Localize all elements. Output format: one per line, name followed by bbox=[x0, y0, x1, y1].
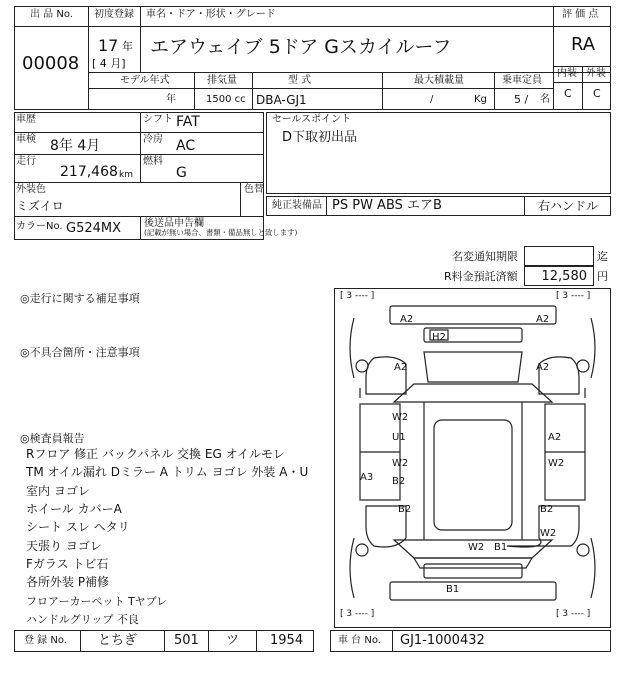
color-no-label: カラーNo. bbox=[16, 221, 63, 232]
damage-mark: H2 bbox=[432, 332, 446, 343]
inspector-report-label: ◎検査員報告 bbox=[20, 432, 85, 445]
report-line: 室内 ヨゴレ bbox=[26, 484, 90, 498]
grade-label: 評 価 点 bbox=[562, 9, 599, 20]
diagram-corner-label: [ 3 ---- ] bbox=[556, 609, 591, 619]
warranty-label: 後送品申告欄 bbox=[144, 218, 204, 229]
equipment-value: PS PW ABS エアB bbox=[332, 198, 442, 213]
first-reg-year: 17 bbox=[98, 36, 119, 55]
capacity: 5 / bbox=[514, 93, 529, 106]
max-load-value: / bbox=[430, 94, 434, 105]
damage-mark: A2 bbox=[548, 432, 562, 443]
type-label: 型 式 bbox=[288, 75, 312, 86]
exterior-grade: C bbox=[593, 87, 601, 100]
ext-color-value: ミズイロ bbox=[16, 199, 64, 213]
color-no-value: G524MX bbox=[66, 221, 122, 236]
recycle-label: R料金預託済額 bbox=[444, 270, 518, 283]
sales-point-label: セールスポイント bbox=[272, 114, 352, 125]
report-line: ハンドルグリップ 不良 bbox=[26, 613, 139, 626]
damage-mark: A3 bbox=[360, 472, 374, 483]
sales-point-value: D下取初出品 bbox=[282, 130, 358, 145]
mileage-value: 217,468 bbox=[60, 164, 118, 180]
damage-mark: U1 bbox=[392, 432, 406, 443]
running-notes-label: ◎走行に関する補足事項 bbox=[20, 292, 140, 305]
car-name: エアウェイブ 5ドア Gスカイルーフ bbox=[150, 36, 452, 58]
name-change-box bbox=[524, 246, 594, 266]
steering-value: 右ハンドル bbox=[538, 199, 599, 213]
year-unit: 年 bbox=[122, 40, 133, 53]
damage-mark: W2 bbox=[540, 528, 557, 539]
diagram-corner-label: [ 3 ---- ] bbox=[340, 291, 375, 301]
damage-mark: A2 bbox=[536, 314, 550, 325]
damage-mark: A2 bbox=[536, 362, 550, 373]
report-line: フロアーカーペット Tヤブレ bbox=[26, 595, 168, 608]
max-load-label: 最大積載量 bbox=[414, 75, 464, 86]
reg-pref: とちぎ bbox=[98, 633, 138, 648]
ext-color-label: 外装色 bbox=[16, 184, 46, 195]
recycle-unit: 円 bbox=[597, 270, 608, 283]
damage-mark: A2 bbox=[394, 362, 408, 373]
first-reg-month: [ 4 月] bbox=[92, 57, 126, 70]
displacement: 1500 cc bbox=[206, 94, 246, 105]
report-line: 天張り ヨゴレ bbox=[26, 539, 102, 553]
reg-number: 1954 bbox=[270, 633, 304, 648]
history-label: 車歴 bbox=[16, 114, 36, 125]
shift-label: シフト bbox=[143, 114, 173, 125]
report-line: TM オイル漏れ Dミラー A トリム ヨゴレ 外装 A・U bbox=[26, 465, 309, 479]
displacement-label: 排気量 bbox=[207, 75, 237, 86]
max-load-unit: Kg bbox=[474, 94, 487, 105]
lot-no: 00008 bbox=[22, 53, 80, 74]
damage-mark: B2 bbox=[540, 504, 554, 515]
report-line: Rフロア 修正 バックパネル 交換 EG オイルモレ bbox=[26, 447, 285, 461]
name-change-label: 名変通知期限 bbox=[452, 250, 518, 263]
report-line: 各所外装 P補修 bbox=[26, 575, 110, 589]
reg-kana: ツ bbox=[226, 633, 240, 648]
mileage-label: 走行 bbox=[16, 156, 36, 167]
recycle-box: 12,580 bbox=[524, 266, 594, 286]
grade: RA bbox=[571, 34, 596, 55]
damage-mark: A2 bbox=[400, 314, 414, 325]
reg-class: 501 bbox=[174, 633, 199, 648]
damage-mark: B1 bbox=[446, 584, 460, 595]
damage-mark: W2 bbox=[392, 458, 409, 469]
fuel-label: 燃料 bbox=[143, 156, 163, 167]
interior-label: 内装 bbox=[557, 68, 577, 79]
chassis-no: GJ1-1000432 bbox=[400, 633, 485, 648]
report-line: シート スレ ヘタリ bbox=[26, 520, 130, 534]
report-line: ホイール カバーA bbox=[26, 502, 122, 516]
capacity-unit: 名 bbox=[540, 94, 550, 105]
first-reg-label: 初度登録 bbox=[94, 9, 134, 20]
equipment-label: 純正装備品 bbox=[272, 200, 322, 211]
ac-label: 冷房 bbox=[143, 134, 163, 145]
car-name-label: 車名・ドア・形状・グレード bbox=[146, 9, 276, 20]
report-line: Fガラス トビ石 bbox=[26, 557, 109, 571]
defect-notes-label: ◎不具合箇所・注意事項 bbox=[20, 346, 140, 359]
reg-no-label: 登 録 No. bbox=[24, 635, 67, 646]
color-change-label: 色替 bbox=[244, 184, 264, 195]
model-type: DBA-GJ1 bbox=[256, 93, 307, 107]
damage-mark: B1 bbox=[494, 542, 508, 553]
damage-mark: W2 bbox=[548, 458, 565, 469]
damage-mark: B2 bbox=[398, 504, 412, 515]
inspection-value: 8年 4月 bbox=[50, 138, 101, 154]
diagram-corner-label: [ 3 ---- ] bbox=[556, 291, 591, 301]
damage-mark: W2 bbox=[392, 412, 409, 423]
model-year-value: 年 bbox=[166, 94, 176, 105]
car-damage-diagram bbox=[334, 288, 611, 628]
diagram-corner-label: [ 3 ---- ] bbox=[340, 609, 375, 619]
capacity-label: 乗車定員 bbox=[502, 75, 542, 86]
damage-mark: B2 bbox=[392, 476, 406, 487]
damage-mark: W2 bbox=[468, 542, 485, 553]
chassis-label: 車 台 No. bbox=[338, 635, 381, 646]
ac-value: AC bbox=[176, 138, 196, 154]
interior-grade: C bbox=[564, 87, 572, 100]
warranty-note: (記載が無い場合、書類・備品無しと致します) bbox=[144, 229, 298, 238]
shift-value: FAT bbox=[176, 114, 200, 130]
mileage-unit: km bbox=[119, 170, 133, 180]
model-year-label: モデル年式 bbox=[120, 75, 170, 86]
lot-no-label: 出 品 No. bbox=[30, 9, 73, 20]
exterior-label: 外装 bbox=[586, 68, 606, 79]
fuel-value: G bbox=[176, 165, 187, 181]
name-change-unit: 迄 bbox=[597, 250, 608, 263]
inspection-label: 車検 bbox=[16, 134, 36, 145]
